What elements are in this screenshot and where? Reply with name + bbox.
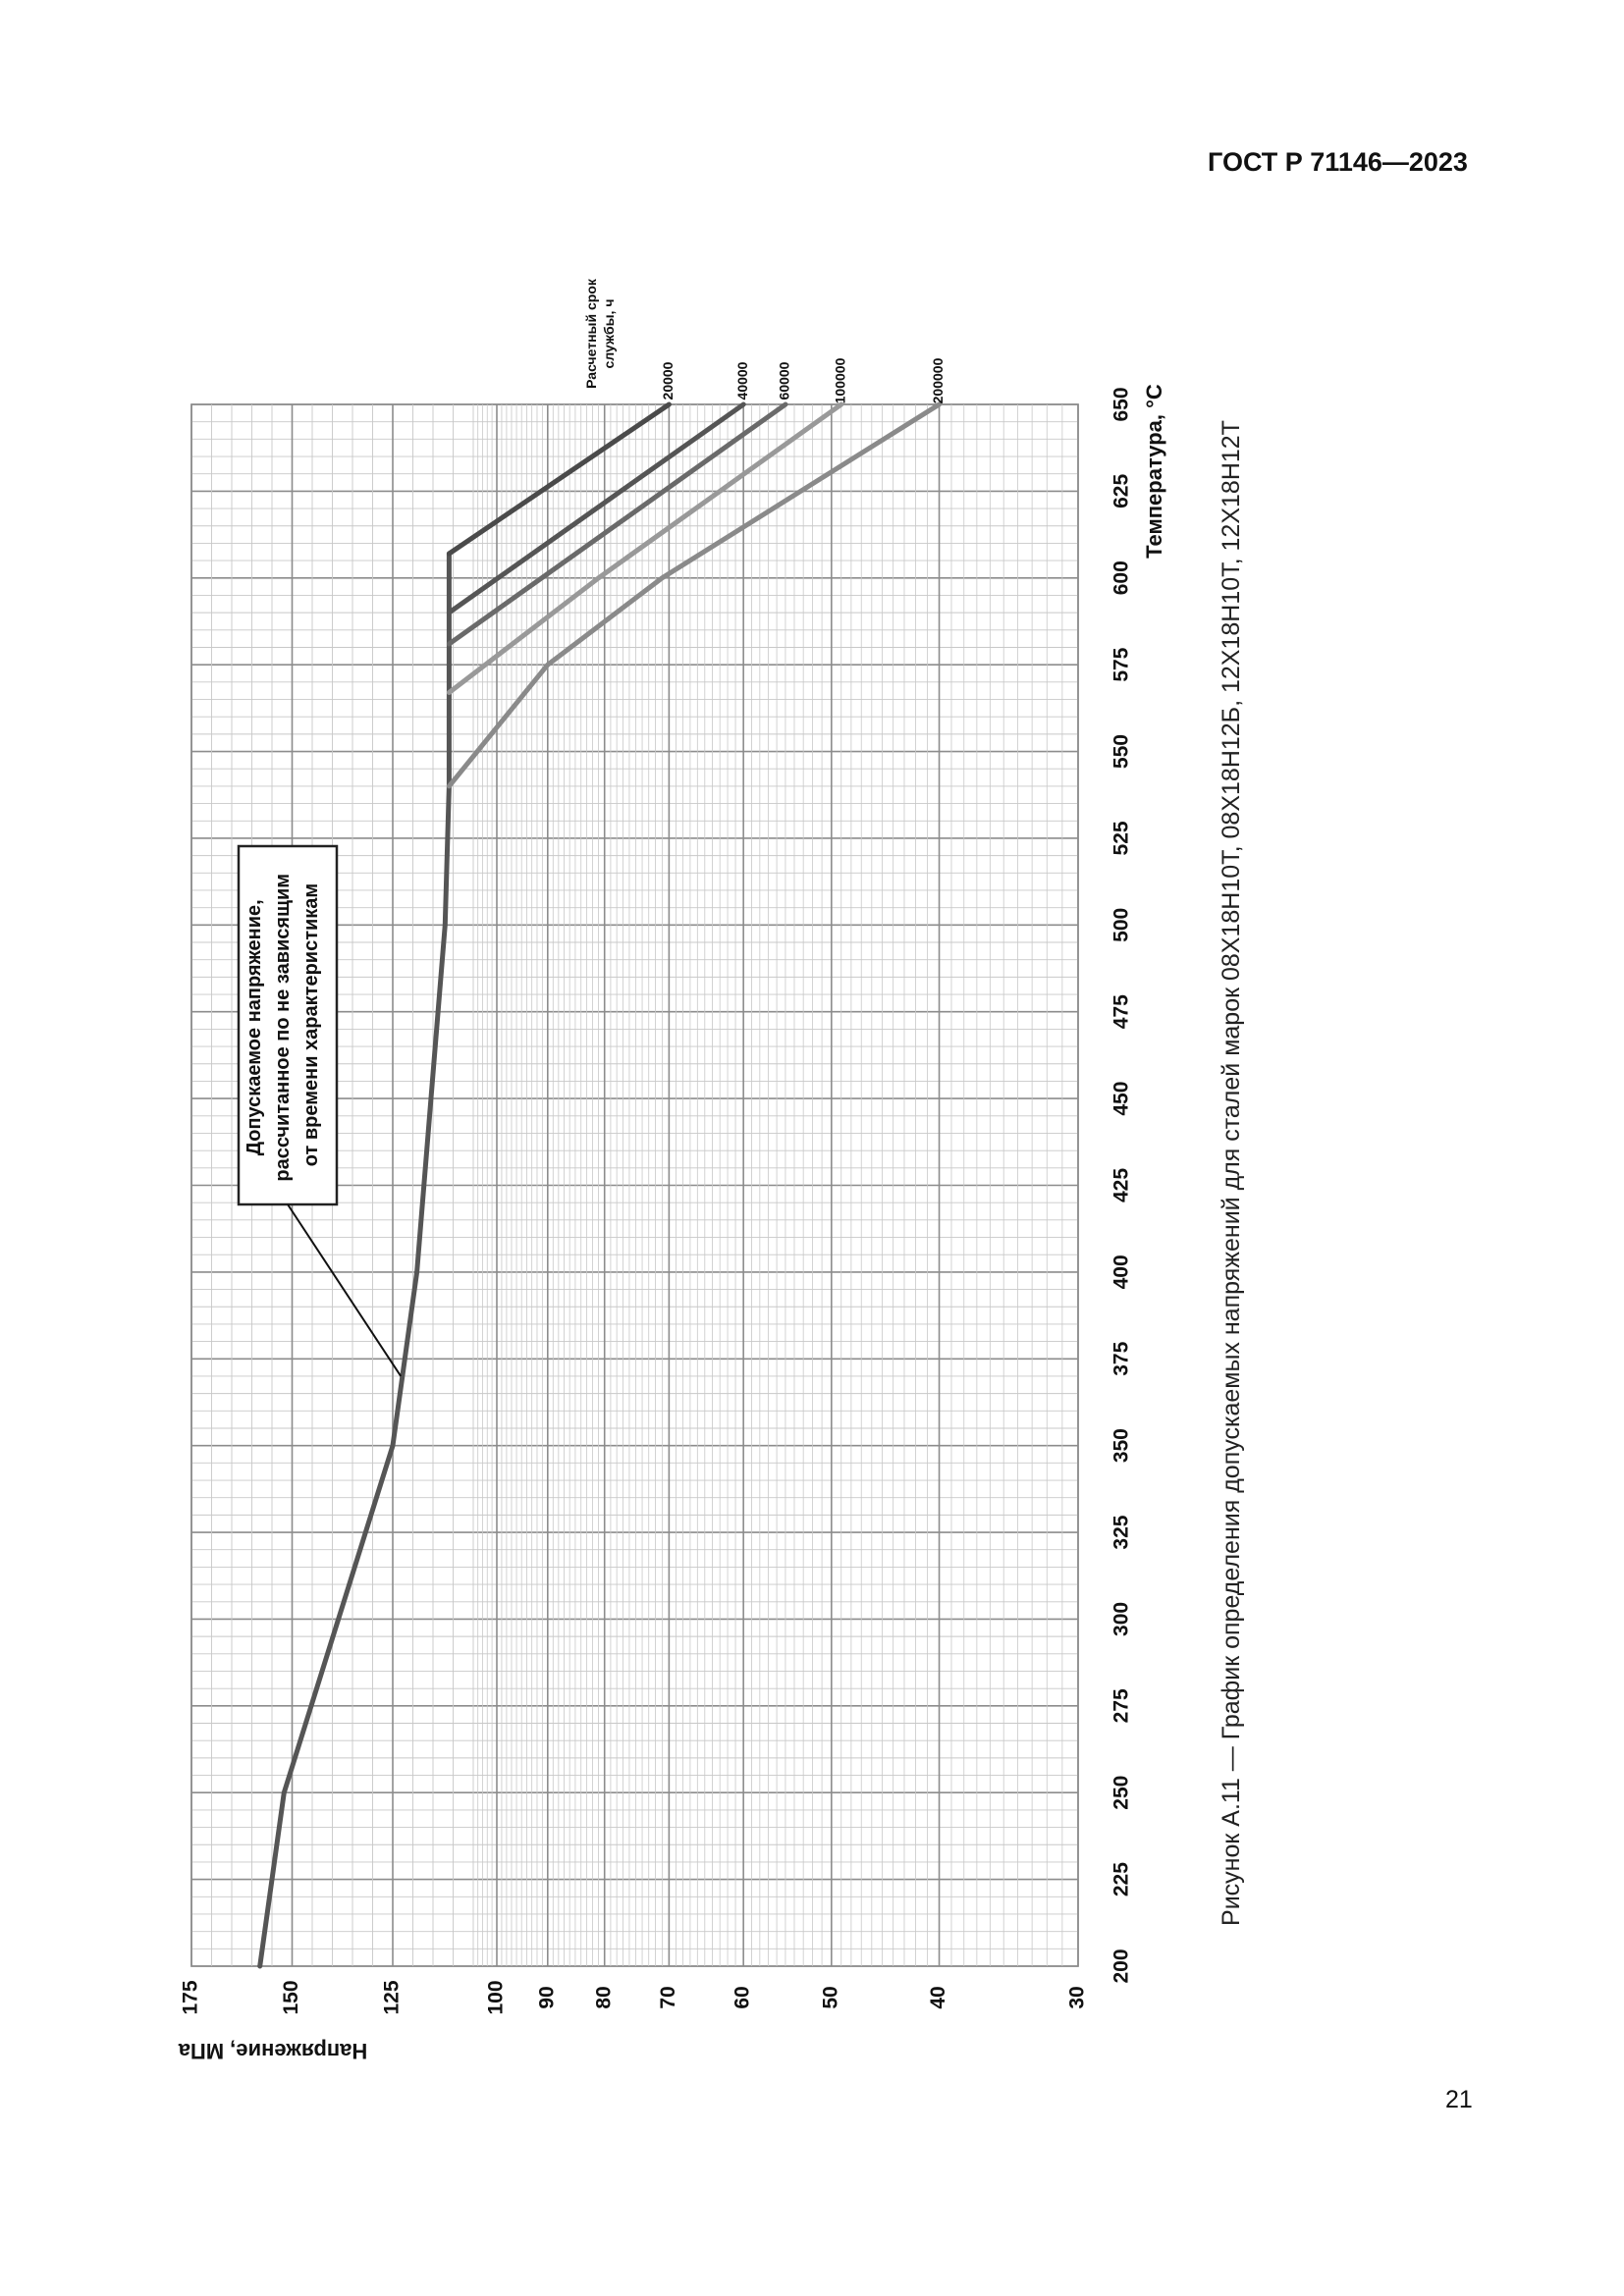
series-label-life_100000: 100000 <box>832 357 848 404</box>
y-tick-label: 80 <box>592 1986 616 2009</box>
life-label-line1 <box>583 278 617 389</box>
x-axis-title: Температура, °С <box>1142 384 1166 559</box>
y-tick-label: 40 <box>927 1986 950 2009</box>
y-tick-label: 175 <box>179 1980 202 2015</box>
series-label-life_200000: 200000 <box>930 357 947 404</box>
x-tick-label: 425 <box>1110 1167 1133 1203</box>
x-tick-label: 300 <box>1110 1601 1133 1636</box>
figure-caption: Рисунок А.11 — График определения допускаемых напряжений для сталей марок 08Х18Н10Т, 08Х18Н12Б, 12Х18Н10Т, 12Х18Н12Т <box>1218 420 1245 1926</box>
x-tick-label: 550 <box>1110 734 1133 770</box>
y-tick-label: 60 <box>731 1986 754 2009</box>
x-tick-label: 375 <box>1110 1341 1133 1376</box>
series-label-life_20000: 20000 <box>660 361 677 400</box>
x-tick-label: 225 <box>1110 1862 1133 1897</box>
x-tick-label: 400 <box>1110 1255 1133 1290</box>
annotation-line-3: от времени характеристикам <box>300 882 322 1167</box>
x-tick-label: 275 <box>1110 1688 1133 1724</box>
y-tick-label: 90 <box>535 1986 559 2009</box>
life-label-part-1: Расчетный срок <box>583 279 599 389</box>
x-tick-label: 250 <box>1110 1775 1133 1810</box>
x-tick-label: 325 <box>1110 1515 1133 1550</box>
series-label-life_60000: 60000 <box>776 361 792 400</box>
annotation-line-1: Допускаемое напряжение, <box>244 899 265 1156</box>
x-tick-label: 650 <box>1110 387 1133 422</box>
x-tick-label: 200 <box>1110 1949 1133 1984</box>
y-tick-label: 70 <box>656 1986 679 2009</box>
annotation-text <box>244 868 322 1181</box>
annotation-line-2: рассчитанное по не зависящим <box>272 873 294 1182</box>
y-tick-label: 30 <box>1065 1986 1089 2009</box>
series-label-life_40000: 40000 <box>733 361 750 400</box>
x-tick-label: 450 <box>1110 1081 1133 1116</box>
x-tick-label: 500 <box>1110 907 1133 942</box>
x-tick-label: 575 <box>1110 647 1133 682</box>
x-tick-label: 475 <box>1110 994 1133 1030</box>
y-tick-label: 125 <box>380 1980 404 2015</box>
document-code: ГОСТ Р 71146—2023 <box>1208 147 1468 177</box>
y-tick-label: 150 <box>280 1980 303 2015</box>
y-tick-label: 100 <box>484 1980 508 2015</box>
y-axis-title: Напряжение, МПа <box>178 2039 368 2063</box>
page-number: 21 <box>1445 2086 1473 2113</box>
x-tick-label: 600 <box>1110 561 1133 596</box>
x-tick-label: 525 <box>1110 821 1133 856</box>
x-tick-label: 350 <box>1110 1428 1133 1464</box>
x-tick-label: 625 <box>1110 473 1133 508</box>
y-tick-label: 50 <box>819 1986 842 2009</box>
life-label-part-2: службы, ч <box>601 298 617 369</box>
